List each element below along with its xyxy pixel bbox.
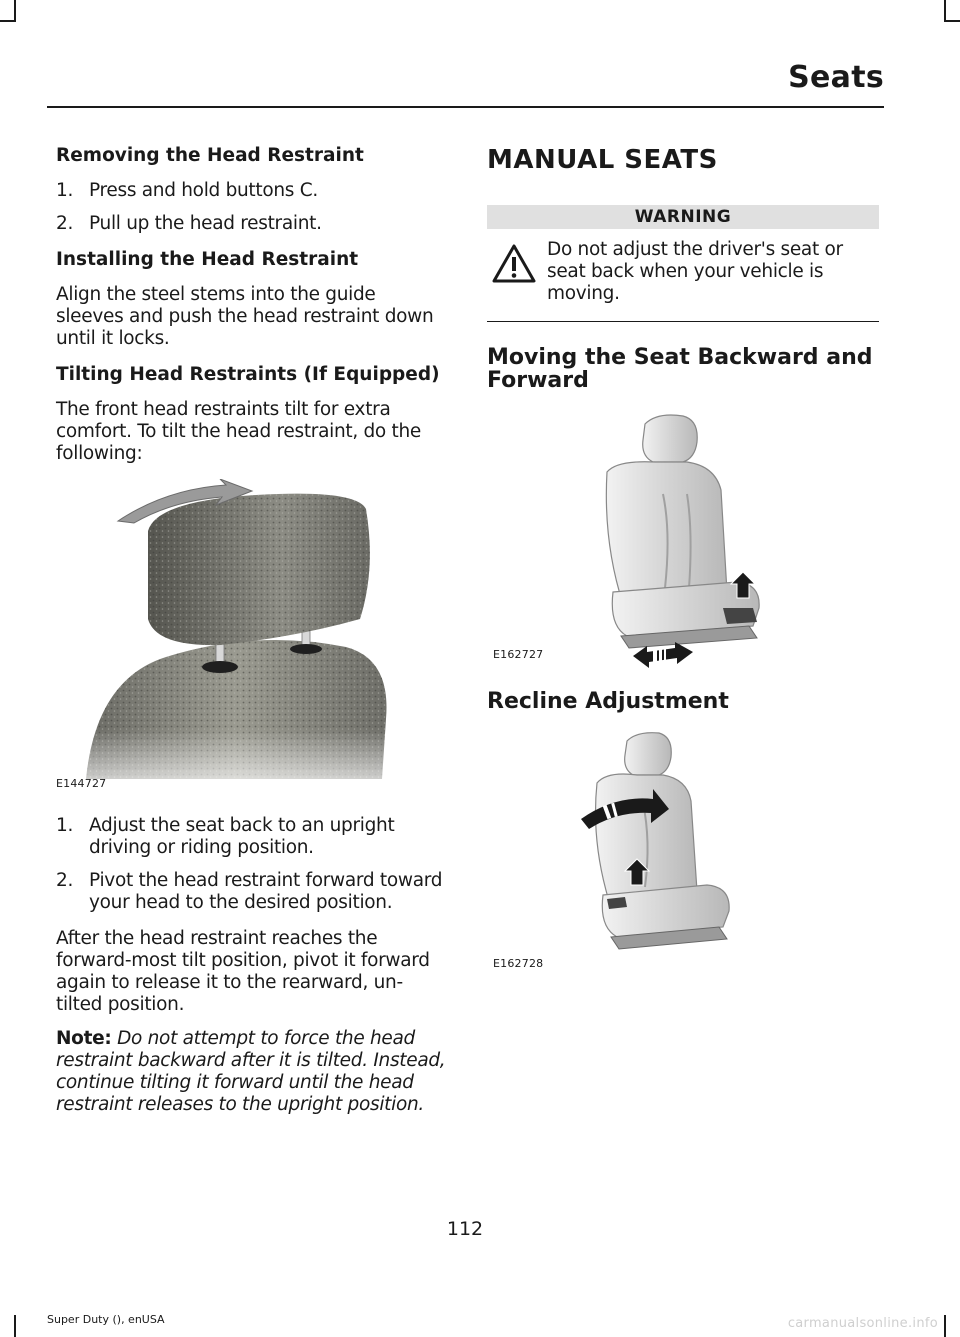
removing-heading: Removing the Head Restraint [56, 145, 364, 166]
page-number: 112 [446, 1218, 484, 1240]
warning-body [487, 239, 879, 305]
crop-mark [14, 0, 16, 22]
head-restraint-illustration [56, 479, 448, 805]
crop-mark [944, 1315, 946, 1337]
seat-recline-figure [487, 731, 879, 979]
list-item [56, 213, 448, 235]
list-number: 2. [56, 870, 74, 891]
tilting-heading: Tilting Head Restraints (If Equipped) [56, 364, 440, 385]
warning-label: WARNING [487, 205, 879, 229]
list-item [56, 870, 448, 914]
title-rule [47, 106, 884, 108]
list-item [56, 815, 448, 859]
seat-recline-illustration [487, 731, 879, 979]
note-text: Do not attempt to force the head restraint backward after it is tilted. Instead, continue tilting it forward until the head restraint releases to the upright position. [56, 1028, 446, 1115]
note [56, 1028, 448, 1116]
moving-heading: Moving the Seat Backward and Forward [487, 345, 873, 393]
list-text: Press and hold buttons C. [89, 180, 318, 201]
list-text: Pivot the head restraint forward toward your head to the desired position. [89, 870, 443, 913]
seat-fore-aft-figure [487, 412, 879, 674]
recline-heading: Recline Adjustment [487, 689, 729, 714]
warning-rule [487, 321, 879, 322]
crop-mark [944, 20, 960, 22]
seat-fore-aft-illustration [487, 412, 879, 674]
warning-triangle-icon [491, 243, 537, 285]
manual-info: Super Duty (), enUSA [47, 1313, 165, 1326]
list-text: Pull up the head restraint. [89, 213, 322, 234]
watermark: carmanualsonline.info [787, 1316, 938, 1331]
tilting-intro: The front head restraints tilt for extra comfort. To tilt the head restraint, do the following: [56, 399, 421, 464]
list-text: Adjust the seat back to an upright driving or riding position. [89, 815, 395, 858]
head-restraint-figure [56, 479, 448, 805]
figure-code: E144727 [56, 777, 107, 790]
crop-mark [0, 20, 16, 22]
list-number: 1. [56, 180, 74, 201]
crop-mark [14, 1315, 16, 1337]
note-label: Note: [56, 1028, 112, 1049]
list-number: 1. [56, 815, 74, 836]
warning-text: Do not adjust the driver's seat or seat back when your vehicle is moving. [547, 239, 843, 304]
figure-code: E162728 [493, 957, 544, 970]
crop-mark [944, 0, 946, 22]
section-title: MANUAL SEATS [487, 145, 718, 175]
installing-heading: Installing the Head Restraint [56, 249, 359, 270]
warning-box [487, 205, 879, 322]
after-text: After the head restraint reaches the forward-most tilt position, pivot it forward again to release it to the rearward, un-tilted position. [56, 928, 430, 1015]
list-item [56, 180, 448, 202]
figure-code: E162727 [493, 648, 544, 661]
right-column [487, 145, 879, 989]
left-column [56, 145, 448, 1130]
installing-text: Align the steel stems into the guide sleeves and push the head restraint down until it locks. [56, 284, 434, 349]
page-title: Seats [788, 60, 884, 95]
list-number: 2. [56, 213, 74, 234]
